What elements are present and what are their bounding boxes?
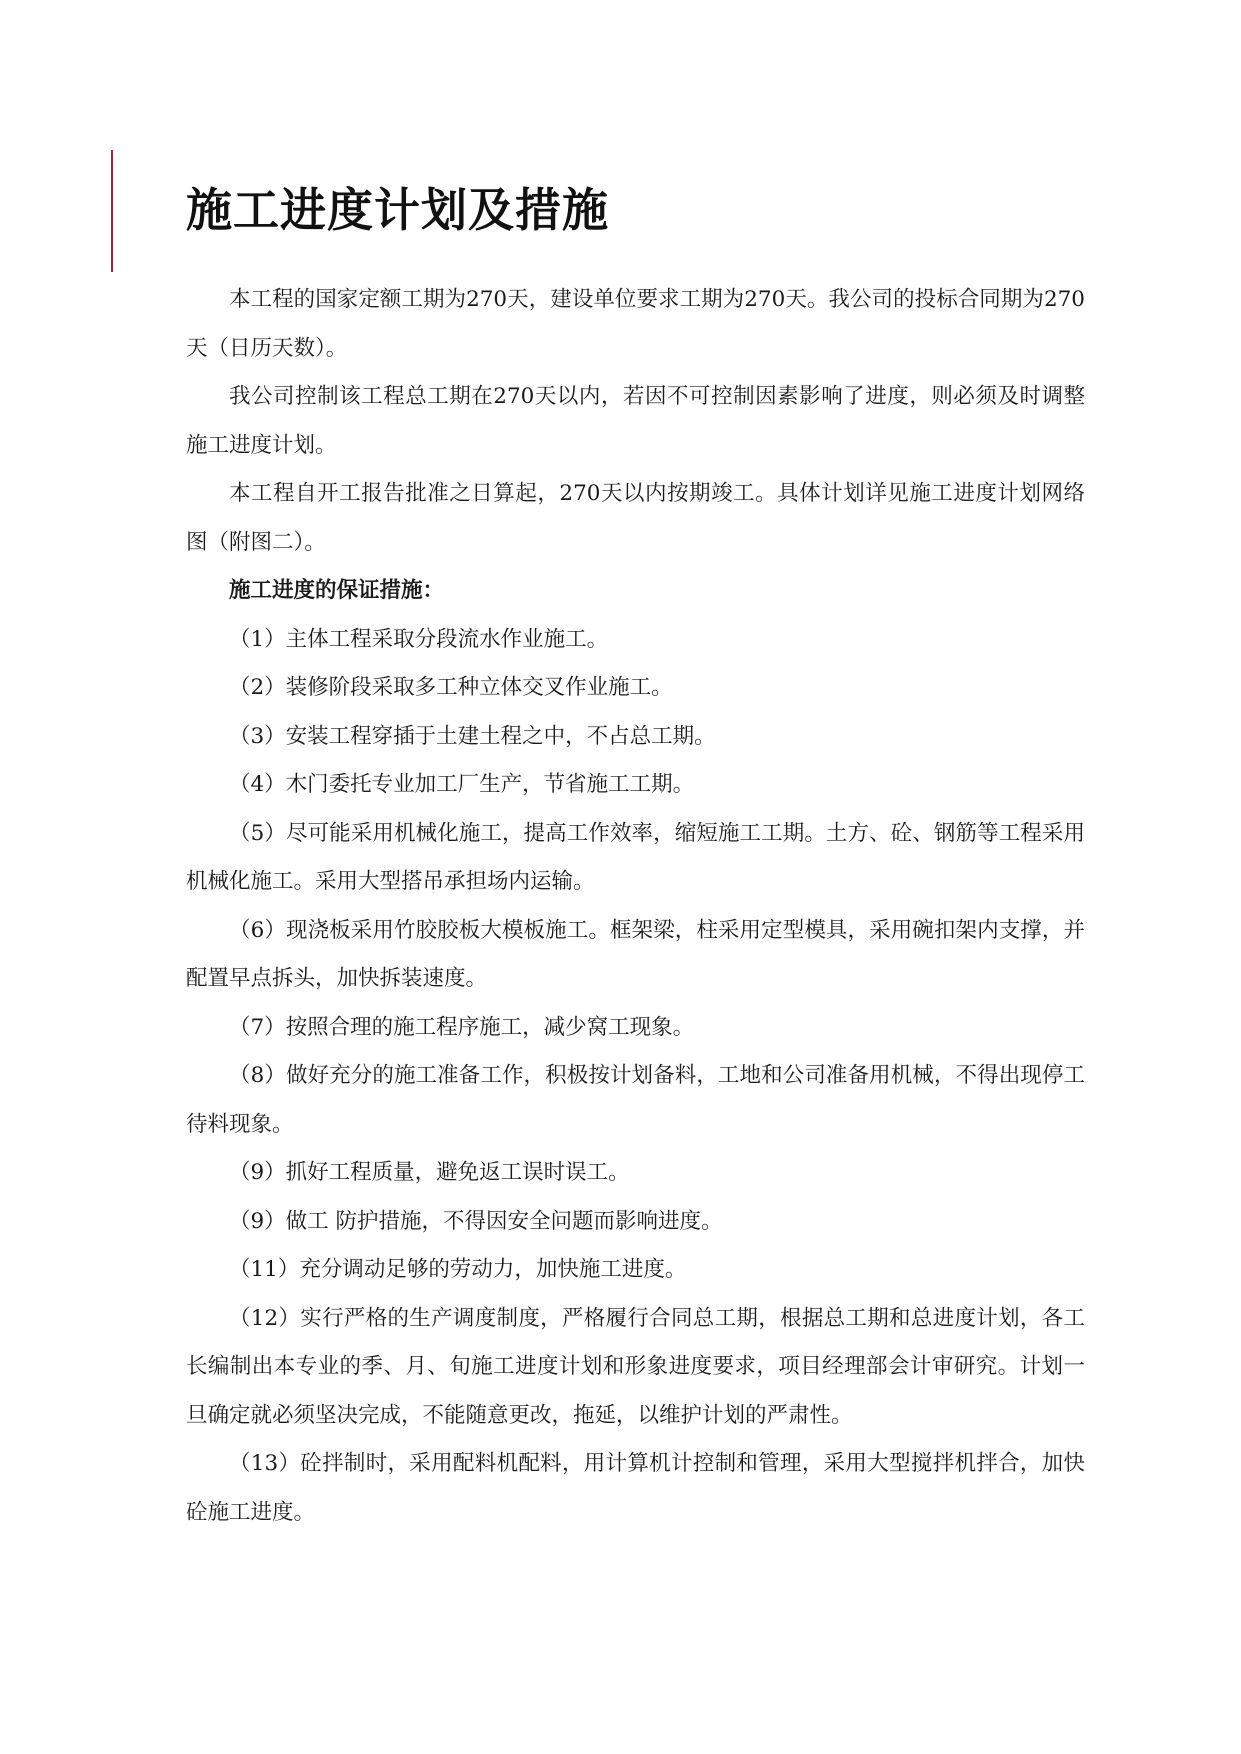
measure-item: （9）抓好工程质量，避免返工误时误工。 <box>229 1160 630 1185</box>
accent-rule <box>111 150 113 272</box>
paragraph-control: 我公司控制该工程总工期在270天以内，若因不可控制因素影响了进度，则必须及时调整施工进度计划。 <box>186 384 1085 458</box>
paragraph-schedule: 本工程的国家定额工期为270天，建设单位要求工期为270天。我公司的投标合同期为270天（日历天数）。 <box>186 287 1085 361</box>
measure-item: （8）做好充分的施工准备工作，积极按计划备料，工地和公司准备用机械，不得出现停工待料现象。 <box>186 1063 1085 1137</box>
page-title: 施工进度计划及措施 <box>186 183 609 237</box>
document-body <box>186 276 1085 1537</box>
measures-heading: 施工进度的保证措施： <box>229 578 445 603</box>
measure-item: （13）砼拌制时，采用配料机配料，用计算机计控制和管理，采用大型搅拌机拌合，加快砼施工进度。 <box>186 1451 1085 1525</box>
measure-item: （3）安装工程穿插于土建土程之中，不占总工期。 <box>229 723 716 749</box>
measure-item: （6）现浇板采用竹胶胶板大模板施工。框架梁，柱采用定型模具，采用碗扣架内支撑，并配置早点拆头，加快拆装速度。 <box>186 917 1085 991</box>
measure-item: （1）主体工程采取分段流水作业施工。 <box>229 626 609 652</box>
measure-item: （11）充分调动足够的劳动力，加快施工进度。 <box>229 1257 687 1282</box>
measure-item: （5）尽可能采用机械化施工，提高工作效率，缩短施工工期。土方、砼、钢筋等工程采用机械化施工。采用大型搭吊承担场内运输。 <box>186 820 1085 894</box>
measure-item: （4）木门委托专业加工厂生产，节省施工工期。 <box>229 772 695 797</box>
paragraph-completion: 本工程自开工报告批准之日算起，270天以内按期竣工。具体计划详见施工进度计划网络图（附图二）。 <box>186 481 1085 555</box>
measure-item: （9）做工 防护措施，不得因安全问题而影响进度。 <box>229 1208 723 1234</box>
measure-item: （2）装修阶段采取多工种立体交叉作业施工。 <box>229 675 673 700</box>
measure-item: （7）按照合理的施工程序施工，减少窝工现象。 <box>229 1014 695 1040</box>
measure-item: （12）实行严格的生产调度制度，严格履行合同总工期，根据总工期和总进度计划，各工长编制出本专业的季、月、旬施工进度计划和形象进度要求，项目经理部会计审研究。计划一旦确定就必须坚决完成，不能随意更改，拖延，以维护计划的严肃性。 <box>186 1305 1085 1428</box>
